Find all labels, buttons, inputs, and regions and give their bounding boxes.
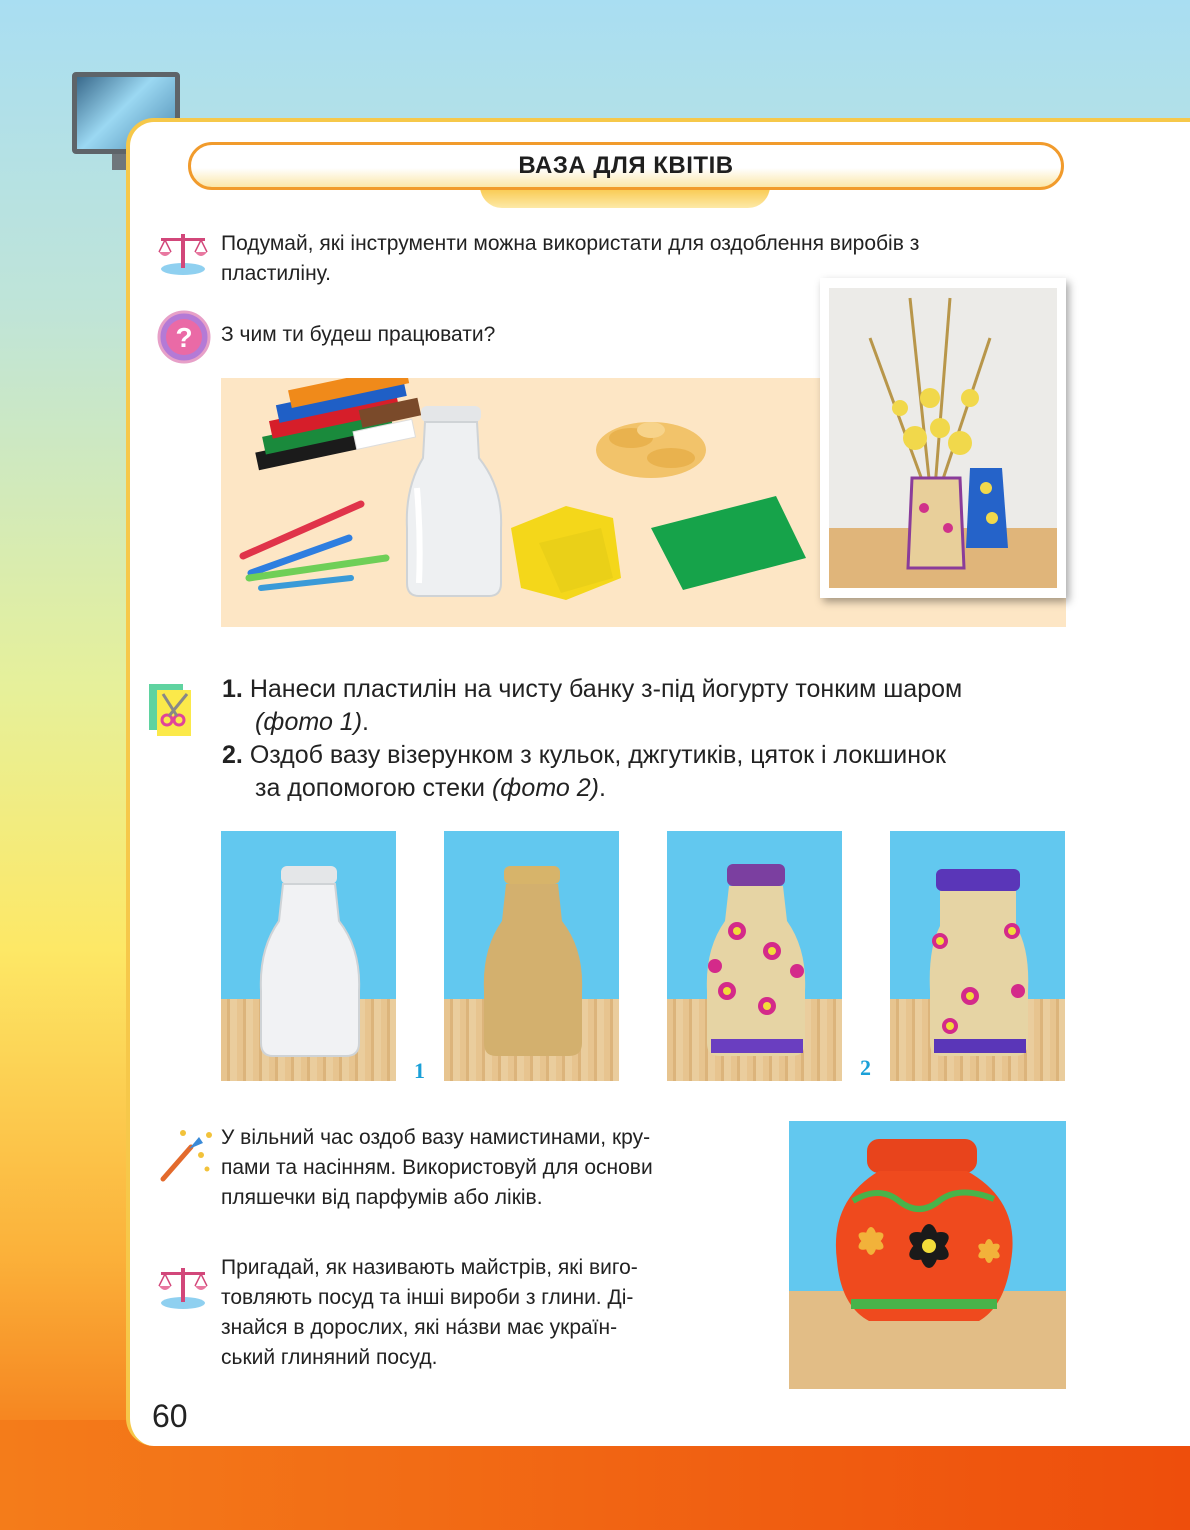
step-2-line-2: за допомогою стеки — [255, 774, 485, 802]
orange-vase-photo — [789, 1121, 1066, 1389]
green-board — [651, 496, 806, 590]
think-1-line-1: Подумай, які інструменти можна використати для оздоблення виробів з — [221, 232, 920, 255]
step-1 — [222, 673, 962, 739]
step-photo-finished — [890, 831, 1065, 1081]
svg-text:?: ? — [175, 322, 193, 353]
question-text: З чим ти будеш працювати? — [221, 323, 496, 346]
step-photo-bottle — [221, 831, 396, 1081]
white-bottle — [407, 406, 501, 596]
step-2 — [222, 739, 946, 805]
tip-line-3: пляшечки від парфумів або ліків. — [221, 1186, 543, 1209]
scissors-icon — [147, 680, 205, 738]
step-1-number: 1. — [222, 675, 243, 703]
tip-line-1: У вільний час оздоб вазу намистинами, кру- — [221, 1126, 651, 1149]
flowers-vase-illustration — [820, 278, 1066, 598]
scales-icon — [155, 1262, 211, 1310]
step-1-photo-ref: (фото 1) — [255, 708, 363, 736]
step-2-line-1: Оздоб вазу візерунком з кульок, джгутиків, цяток і локшинок — [249, 741, 946, 769]
think-text-1 — [221, 229, 919, 289]
step-photo-decorating — [667, 831, 842, 1081]
think-2-line-4: ський глиняний посуд. — [221, 1346, 438, 1369]
step-photo-covered — [444, 831, 619, 1081]
think-text-2 — [221, 1253, 638, 1373]
yellow-cloth — [511, 506, 621, 600]
tip-line-2: пами та насінням. Використовуй для основи — [221, 1156, 653, 1179]
step-1-end: . — [362, 708, 369, 736]
sculpting-tools — [243, 504, 386, 588]
finished-vase-photo — [820, 278, 1066, 598]
question-icon — [155, 310, 213, 364]
step-1-line-1: Нанеси пластилін на чисту банку з-під йогурту тонким шаром — [249, 675, 963, 703]
title-bar — [188, 142, 1064, 190]
step-2-number: 2. — [222, 741, 243, 769]
page-number: 60 — [152, 1398, 188, 1434]
scales-icon — [155, 228, 211, 276]
plasticine-sticks — [244, 378, 425, 470]
tip-text — [221, 1123, 653, 1213]
step-2-end: . — [598, 774, 606, 802]
think-2-line-3: знайся в дорослих, які на́зви має україн- — [221, 1316, 618, 1339]
pasta-pile — [596, 422, 706, 478]
page-title: ВАЗА ДЛЯ КВІТІВ — [518, 152, 734, 179]
brush-icon — [155, 1125, 215, 1185]
think-2-line-1: Пригадай, як називають майстрів, які виго- — [221, 1256, 638, 1279]
photo-label-2: 2 — [860, 1055, 871, 1080]
think-1-line-2: пластиліну. — [221, 262, 331, 285]
think-2-line-2: товляють посуд та інші вироби з глини. Ді- — [221, 1286, 634, 1309]
photo-label-1: 1 — [414, 1058, 425, 1083]
step-2-photo-ref: (фото 2) — [491, 774, 599, 802]
